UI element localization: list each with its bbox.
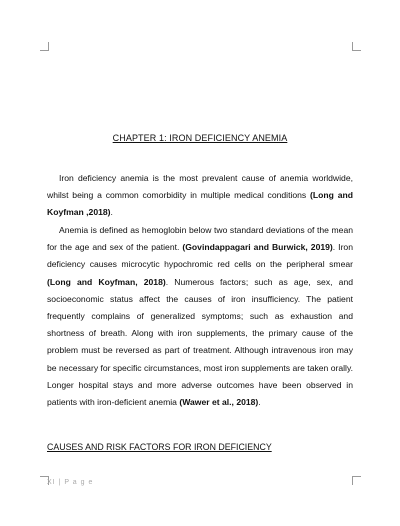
section-heading: CAUSES AND RISK FACTORS FOR IRON DEFICIENCY [47,442,272,452]
paragraph-definition [47,222,353,411]
paragraph-end: . [258,397,261,408]
page-corner-mark-top-left [40,42,49,51]
paragraph-end: . [110,207,113,218]
citation: (Govindappagari and Burwick, 2019) [182,242,333,253]
citation: (Long and Koyfman ,2018) [47,190,353,218]
chapter-title: CHAPTER 1: IRON DEFICIENCY ANEMIA [112,133,288,143]
page-corner-mark-bottom-right [352,476,361,485]
paragraph-text: . Numerous factors; such as age, sex, and socioeconomic status affect the causes of iron insufficiency. The patient frequently complains of generalized symptoms; such as exhaustion and shortness of breath. Along with iron supplements, the primary cause of the problem must be reversed as part of treatment. Although intravenous iron may be necessary for specific circumstances, most iron supplements are taken orally. Longer hospital stays and more adverse outcomes have been observed in patients with iron-deficient anemia [47,276,354,408]
page-number-footer: XI | P a g e [47,479,94,486]
paragraph-intro-text: Iron deficiency anemia is the most prevalent cause of anemia worldwide, whilst being a common comorbidity in multiple medical conditions [47,173,353,201]
paragraph-intro [47,170,353,222]
citation: (Wawer et al., 2018) [179,397,259,408]
page-corner-mark-top-right [352,42,361,51]
paragraph-text: Anemia is defined as hemoglobin below two standard deviations of the mean for the age and sex of the patient. [47,225,353,253]
citation: (Long and Koyfman, 2018) [47,276,166,287]
paragraph-text: . Iron deficiency causes microcytic hypochromic red cells on the peripheral smear [47,242,353,270]
